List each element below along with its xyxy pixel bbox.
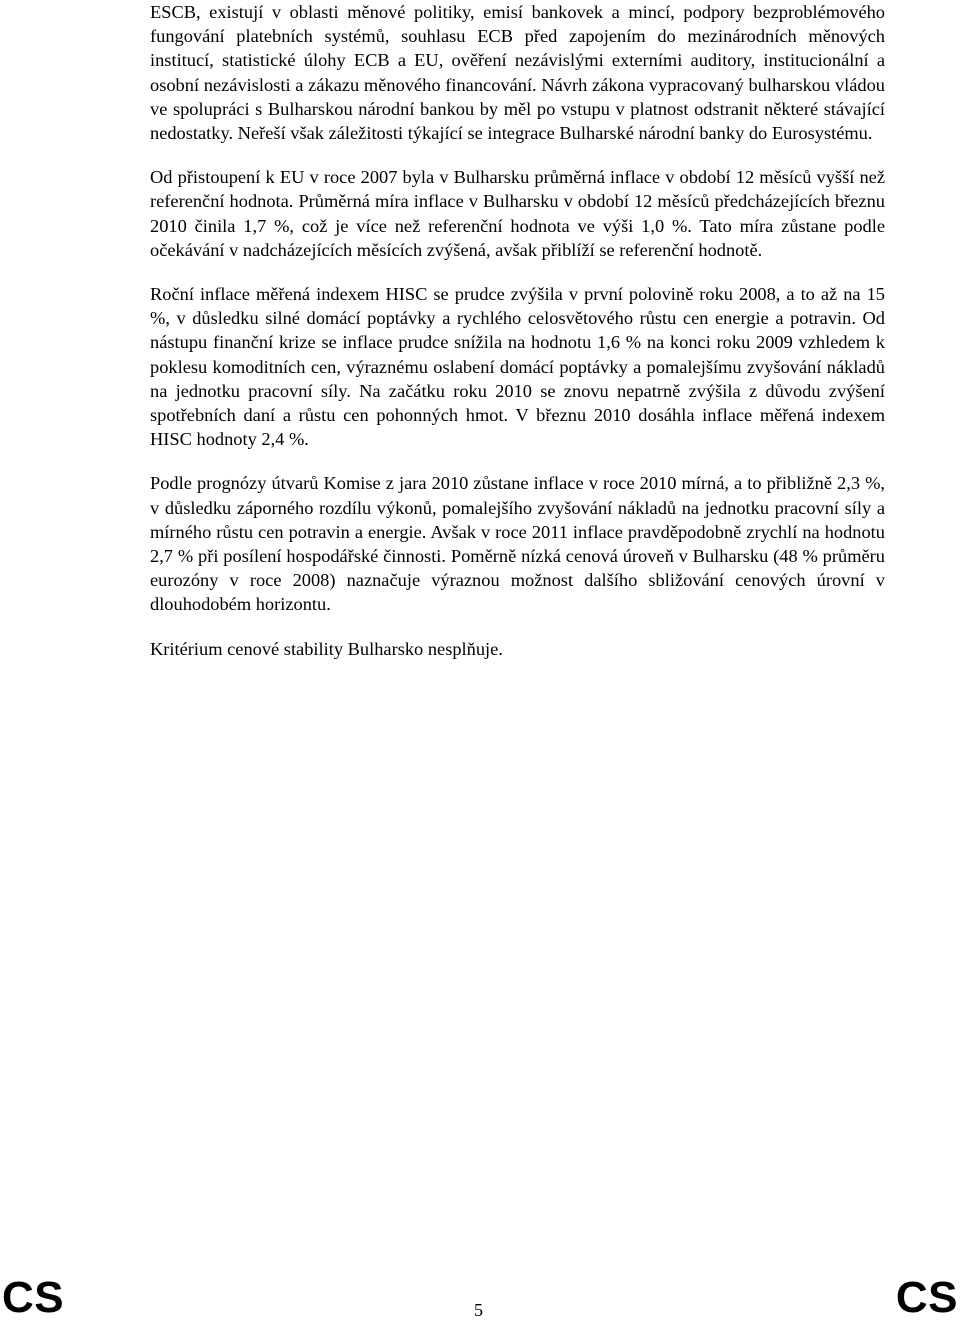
paragraph-escb-compatibility: ESCB, existují v oblasti měnové politiky, emisí bankovek a mincí, podpory bezproblémového fungování platebních systémů, souhlasu ECB před zapojením do mezinárodních měnových institucí, statistické úlohy ECB a EU, ověření nezávislými externími auditory, institucionální a osobní nezávislosti a zákazu měnového financování. Návrh zákona vypracovaný bulharskou vládou ve spolupráci s Bulharskou národní bankou by měl po vstupu v platnost odstranit některé stávající nedostatky. Neřeší však záležitosti týkající se integrace Bulharské národní banky do Eurosystému. [150, 2, 885, 144]
page-number: 5 [474, 1300, 483, 1320]
document-body [150, 0, 885, 681]
footer-language-code-right: CS [895, 1273, 958, 1322]
paragraph-inflation-forecast: Podle prognózy útvarů Komise z jara 2010 zůstane inflace v roce 2010 mírná, a to přibližně 2,3 %, v důsledku záporného rozdílu výkonů, pomalejšího zvyšování nákladů na jednotku pracovní síly a mírného růstu cen potravin a energie. Avšak v roce 2011 inflace pravděpodobně zrychlí na hodnotu 2,7 % při posílení hospodářské činnosti. Poměrně nízká cenová úroveň v Bulharsku (48 % průměru eurozóny v roce 2008) naznačuje výraznou možnost dalšího sbližování cenových úrovní v dlouhodobém horizontu. [150, 473, 885, 615]
footer-language-code-left: CS [2, 1273, 65, 1322]
paragraph-hicp-inflation: Roční inflace měřená indexem HISC se prudce zvýšila v první polovině roku 2008, a to až na 15 %, v důsledku silné domácí poptávky a rychlého celosvětového růstu cen energie a potravin. Od nástupu finanční krize se inflace prudce snížila na hodnotu 1,6 % na konci roku 2009 vzhledem k poklesu komoditních cen, výraznému oslabení domácí poptávky a pomalejšímu zvyšování nákladů na jednotku pracovní síly. Na začátku roku 2010 se znovu nepatrně zvýšila z důvodu zvýšení spotřebních daní a růstu cen pohonných hmot. V březnu 2010 dosáhla inflace měřená indexem HISC hodnoty 2,4 %. [150, 284, 885, 450]
paragraph-price-stability-conclusion: Kritérium cenové stability Bulharsko nesplňuje. [150, 638, 503, 659]
paragraph-average-inflation: Od přistoupení k EU v roce 2007 byla v Bulharsku průměrná inflace v období 12 měsíců vyšší než referenční hodnota. Průměrná míra inflace v Bulharsku v období 12 měsíců předcházejících březnu 2010 činila 1,7 %, což je více než referenční hodnota ve výši 1,0 %. Tato míra zůstane podle očekávání v nadcházejících měsících zvýšená, avšak přiblíží se referenční hodnotě. [150, 167, 885, 260]
